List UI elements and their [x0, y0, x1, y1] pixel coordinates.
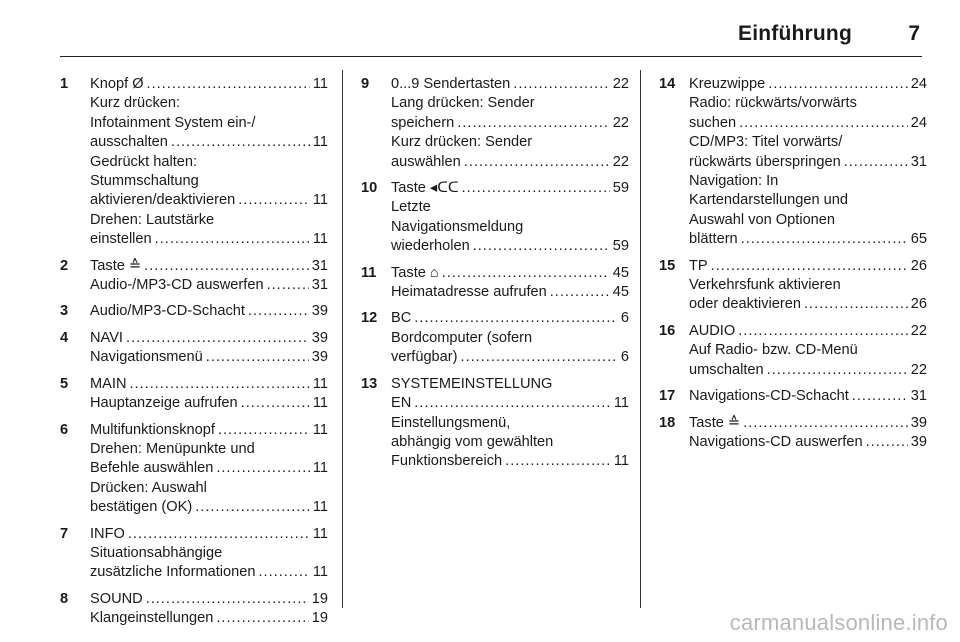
entry-text: BC [391, 310, 412, 327]
index-column-2 [361, 75, 629, 479]
entry-text: rückwärts überspringen [689, 153, 841, 170]
entry-text: TP [689, 257, 708, 274]
entry-text: verfügbar) [391, 349, 458, 366]
entry-reference-line [90, 302, 328, 321]
entry-reference-line [391, 153, 629, 172]
page-reference: 11 [312, 231, 328, 248]
page-reference: 11 [312, 192, 328, 209]
page-reference: 11 [312, 375, 328, 392]
page-reference: 6 [620, 310, 629, 327]
entry-text: speichern [391, 114, 455, 131]
entry-text: SOUND [90, 590, 143, 607]
entry-reference-line [391, 283, 629, 302]
leader-dots [248, 302, 309, 321]
entry-reference-line [689, 295, 927, 314]
entry-text: Taste ≙ [90, 257, 142, 274]
entry-text: Infotainment System ein-/ [90, 114, 256, 131]
leader-dots [513, 75, 610, 94]
index-entry [659, 322, 927, 380]
entry-number: 3 [60, 303, 69, 320]
entry-text: 0...9 Sendertasten [391, 76, 511, 92]
entry-reference-line [689, 257, 927, 276]
page-reference: 31 [910, 153, 927, 170]
entry-text: Funktionsbereich [391, 453, 503, 470]
page-reference: 11 [312, 395, 328, 412]
page-reference: 39 [311, 303, 328, 320]
leader-dots [464, 153, 610, 172]
index-entry [659, 75, 927, 250]
page-reference: 11 [613, 395, 629, 412]
entry-reference-line [90, 276, 328, 295]
entry-text: zusätzliche Informationen [90, 564, 256, 581]
leader-dots [258, 563, 309, 582]
leader-dots [866, 433, 908, 452]
watermark: carmanualsonline.info [729, 610, 948, 635]
entry-reference-line [391, 394, 629, 413]
index-entry [60, 421, 328, 518]
entry-reference-line [391, 237, 629, 256]
page-reference: 59 [612, 238, 629, 255]
leader-dots [216, 459, 310, 478]
entry-text: Klangeinstellungen [90, 610, 214, 627]
leader-dots [461, 348, 618, 367]
entry-number: 5 [60, 375, 69, 392]
leader-dots [144, 257, 309, 276]
leader-dots [743, 414, 908, 433]
leader-dots [768, 75, 908, 94]
entry-reference-line [391, 348, 629, 367]
page-reference: 11 [312, 525, 328, 542]
leader-dots [550, 283, 610, 302]
entry-reference-line [90, 590, 328, 609]
index-entry [60, 375, 328, 414]
page-reference: 24 [910, 114, 927, 131]
entry-text: Radio: rückwärts/vorwärts [689, 95, 857, 112]
entry-text: Situationsabhängige [90, 544, 223, 561]
entry-text: Navigations-CD auswerfen [689, 433, 863, 450]
entry-text: umschalten [689, 361, 764, 378]
page-reference: 11 [312, 76, 328, 92]
page-reference: 59 [612, 180, 629, 197]
entry-reference-line [689, 75, 927, 94]
entry-text: Audio/MP3-CD-Schacht [90, 303, 245, 320]
entry-text: Befehle auswählen [90, 460, 214, 477]
entry-number: 1 [60, 76, 69, 92]
page-reference: 39 [910, 414, 927, 431]
leader-dots [129, 375, 309, 394]
leader-dots [267, 276, 309, 295]
entry-text: Taste ◂ᑕᑕ [391, 180, 459, 197]
entry-number: 11 [361, 264, 377, 281]
entry-number: 17 [659, 388, 676, 405]
page-reference: 26 [910, 257, 927, 274]
index-entry [60, 590, 328, 629]
entry-reference-line [689, 433, 927, 452]
entry-reference-line [689, 230, 927, 249]
entry-number: 8 [60, 590, 69, 607]
entry-text: bestätigen (OK) [90, 499, 193, 516]
page-reference: 31 [910, 388, 927, 405]
entry-reference-line [90, 421, 328, 440]
entry-text: Knopf Ø [90, 76, 144, 92]
entry-number: 2 [60, 257, 69, 274]
page-reference: 24 [910, 76, 927, 92]
entry-text: Navigations-CD-Schacht [689, 388, 849, 405]
entry-text: auswählen [391, 153, 461, 170]
leader-dots [195, 498, 310, 517]
entry-reference-line [90, 563, 328, 582]
page-reference: 31 [311, 257, 328, 274]
entry-reference-line [90, 257, 328, 276]
entry-reference-line [391, 309, 629, 328]
entry-text: Drehen: Lautstärke [90, 211, 215, 228]
leader-dots [238, 191, 310, 210]
entry-text: Kurz drücken: [90, 95, 181, 112]
entry-number: 14 [659, 76, 676, 92]
entry-text: Taste ≙ [689, 414, 741, 431]
index-entry [361, 375, 629, 472]
entry-text: SYSTEMEINSTELLUNG [391, 375, 553, 392]
entry-text: Navigation: In [689, 173, 779, 190]
index-entry [60, 302, 328, 321]
entry-text: abhängig vom gewählten [391, 433, 554, 450]
entry-reference-line [689, 414, 927, 433]
entry-text: Kreuzwippe [689, 76, 766, 92]
index-entry [60, 329, 328, 368]
entry-text: Bordcomputer (sofern [391, 329, 533, 346]
entry-reference-line [90, 609, 328, 628]
index-entry [60, 257, 328, 296]
index-entry [361, 75, 629, 172]
leader-dots [767, 361, 908, 380]
entry-reference-line [90, 394, 328, 413]
page-reference: 19 [311, 590, 328, 607]
index-entry [659, 257, 927, 315]
entry-text: AUDIO [689, 322, 736, 339]
entry-text: Gedrückt halten: [90, 153, 198, 170]
entry-reference-line [391, 114, 629, 133]
page-number: 7 [908, 22, 920, 45]
leader-dots [147, 75, 310, 94]
entry-text: suchen [689, 114, 737, 131]
page-title: Einführung [738, 22, 852, 45]
entry-reference-line [689, 153, 927, 172]
entry-text: MAIN [90, 375, 127, 392]
entry-text: Letzte [391, 199, 431, 216]
entry-number: 4 [60, 329, 69, 346]
page-reference: 31 [311, 277, 328, 294]
entry-text: aktivieren/deaktivieren [90, 192, 236, 209]
entry-reference-line [689, 387, 927, 406]
leader-dots [844, 153, 908, 172]
entry-text: Multifunktionsknopf [90, 421, 215, 438]
entry-text: Verkehrsfunk aktivieren [689, 277, 841, 294]
leader-dots [126, 329, 309, 348]
leader-dots [457, 114, 609, 133]
index-entry [659, 414, 927, 453]
leader-dots [155, 230, 310, 249]
page-reference: 39 [311, 349, 328, 366]
entry-reference-line [90, 375, 328, 394]
page-reference: 11 [312, 421, 328, 438]
leader-dots [462, 179, 610, 198]
leader-dots [738, 322, 908, 341]
leader-dots [741, 230, 908, 249]
leader-dots [711, 257, 908, 276]
entry-number: 7 [60, 525, 69, 542]
column-divider [640, 70, 641, 608]
leader-dots [128, 525, 310, 544]
entry-number: 16 [659, 322, 676, 339]
entry-reference-line [90, 75, 328, 94]
entry-reference-line [391, 179, 629, 198]
leader-dots [442, 264, 610, 283]
entry-reference-line [689, 322, 927, 341]
entry-number: 10 [361, 180, 378, 197]
leader-dots [206, 348, 309, 367]
entry-text: ausschalten [90, 134, 168, 151]
leader-dots [241, 394, 310, 413]
entry-number: 12 [361, 310, 378, 327]
leader-dots [414, 309, 618, 328]
index-entry [659, 387, 927, 406]
leader-dots [146, 590, 309, 609]
index-entry [361, 309, 629, 367]
entry-text: Kartendarstellungen und [689, 192, 849, 209]
entry-reference-line [90, 329, 328, 348]
entry-number: 18 [659, 414, 676, 431]
leader-dots [852, 387, 908, 406]
leader-dots [473, 237, 610, 256]
page-reference: 11 [312, 564, 328, 581]
entry-text: Drehen: Menüpunkte und [90, 440, 255, 457]
entry-text: Heimatadresse aufrufen [391, 284, 547, 301]
entry-text: Audio-/MP3-CD auswerfen [90, 277, 264, 294]
entry-reference-line [90, 459, 328, 478]
page-reference: 65 [910, 231, 927, 248]
page-reference: 45 [612, 284, 629, 301]
entry-number: 9 [361, 76, 370, 92]
entry-text: blättern [689, 231, 738, 248]
index-column-1 [60, 75, 328, 636]
leader-dots [216, 609, 308, 628]
entry-reference-line [90, 525, 328, 544]
leader-dots [171, 133, 310, 152]
entry-text: Lang drücken: Sender [391, 95, 535, 112]
entry-text: Drücken: Auswahl [90, 479, 207, 496]
column-divider [342, 70, 343, 608]
entry-text: wiederholen [391, 238, 470, 255]
entry-number: 13 [361, 375, 378, 392]
index-entry [60, 525, 328, 583]
entry-number: 15 [659, 257, 676, 274]
index-entry [60, 75, 328, 250]
index-entry [361, 179, 629, 257]
page-reference: 22 [910, 322, 927, 339]
page-reference: 22 [612, 114, 629, 131]
entry-text: INFO [90, 525, 125, 542]
entry-text: Kurz drücken: Sender [391, 134, 533, 151]
entry-reference-line [391, 452, 629, 471]
page-reference: 26 [910, 296, 927, 313]
leader-dots [218, 421, 310, 440]
entry-text: Stummschaltung [90, 173, 199, 190]
page-reference: 22 [910, 361, 927, 378]
index-column-3 [659, 75, 927, 459]
entry-text: Hauptanzeige aufrufen [90, 395, 238, 412]
page-reference: 11 [613, 453, 629, 470]
entry-reference-line [391, 264, 629, 283]
leader-dots [739, 114, 908, 133]
page-reference: 19 [311, 610, 328, 627]
entry-text: Navigationsmeldung [391, 218, 524, 235]
page-reference: 45 [612, 264, 629, 281]
entry-reference-line [90, 191, 328, 210]
entry-reference-line [90, 230, 328, 249]
page-reference: 22 [612, 76, 629, 92]
page-header [60, 18, 922, 57]
entry-reference-line [90, 498, 328, 517]
entry-text: Navigationsmenü [90, 349, 203, 366]
page-reference: 11 [312, 499, 328, 516]
page-reference: 6 [620, 349, 629, 366]
entry-text: Auswahl von Optionen [689, 211, 836, 228]
entry-reference-line [689, 361, 927, 380]
entry-reference-line [90, 133, 328, 152]
entry-reference-line [689, 114, 927, 133]
page-reference: 11 [312, 460, 328, 477]
entry-text: CD/MP3: Titel vorwärts/ [689, 134, 843, 151]
index-entry [361, 264, 629, 303]
entry-text: EN [391, 395, 412, 412]
entry-text: Auf Radio- bzw. CD-Menü [689, 342, 858, 359]
page-reference: 39 [311, 329, 328, 346]
entry-text: oder deaktivieren [689, 296, 801, 313]
leader-dots [804, 295, 908, 314]
page-reference: 39 [910, 433, 927, 450]
entry-text: Einstellungsmenü, [391, 414, 511, 431]
entry-reference-line [391, 75, 629, 94]
page-reference: 11 [312, 134, 328, 151]
entry-number: 6 [60, 421, 69, 438]
leader-dots [505, 452, 611, 471]
entry-text: Taste ⌂ [391, 264, 439, 281]
page-reference: 22 [612, 153, 629, 170]
entry-reference-line [90, 348, 328, 367]
entry-text: einstellen [90, 231, 152, 248]
entry-text: NAVI [90, 329, 123, 346]
leader-dots [414, 394, 611, 413]
